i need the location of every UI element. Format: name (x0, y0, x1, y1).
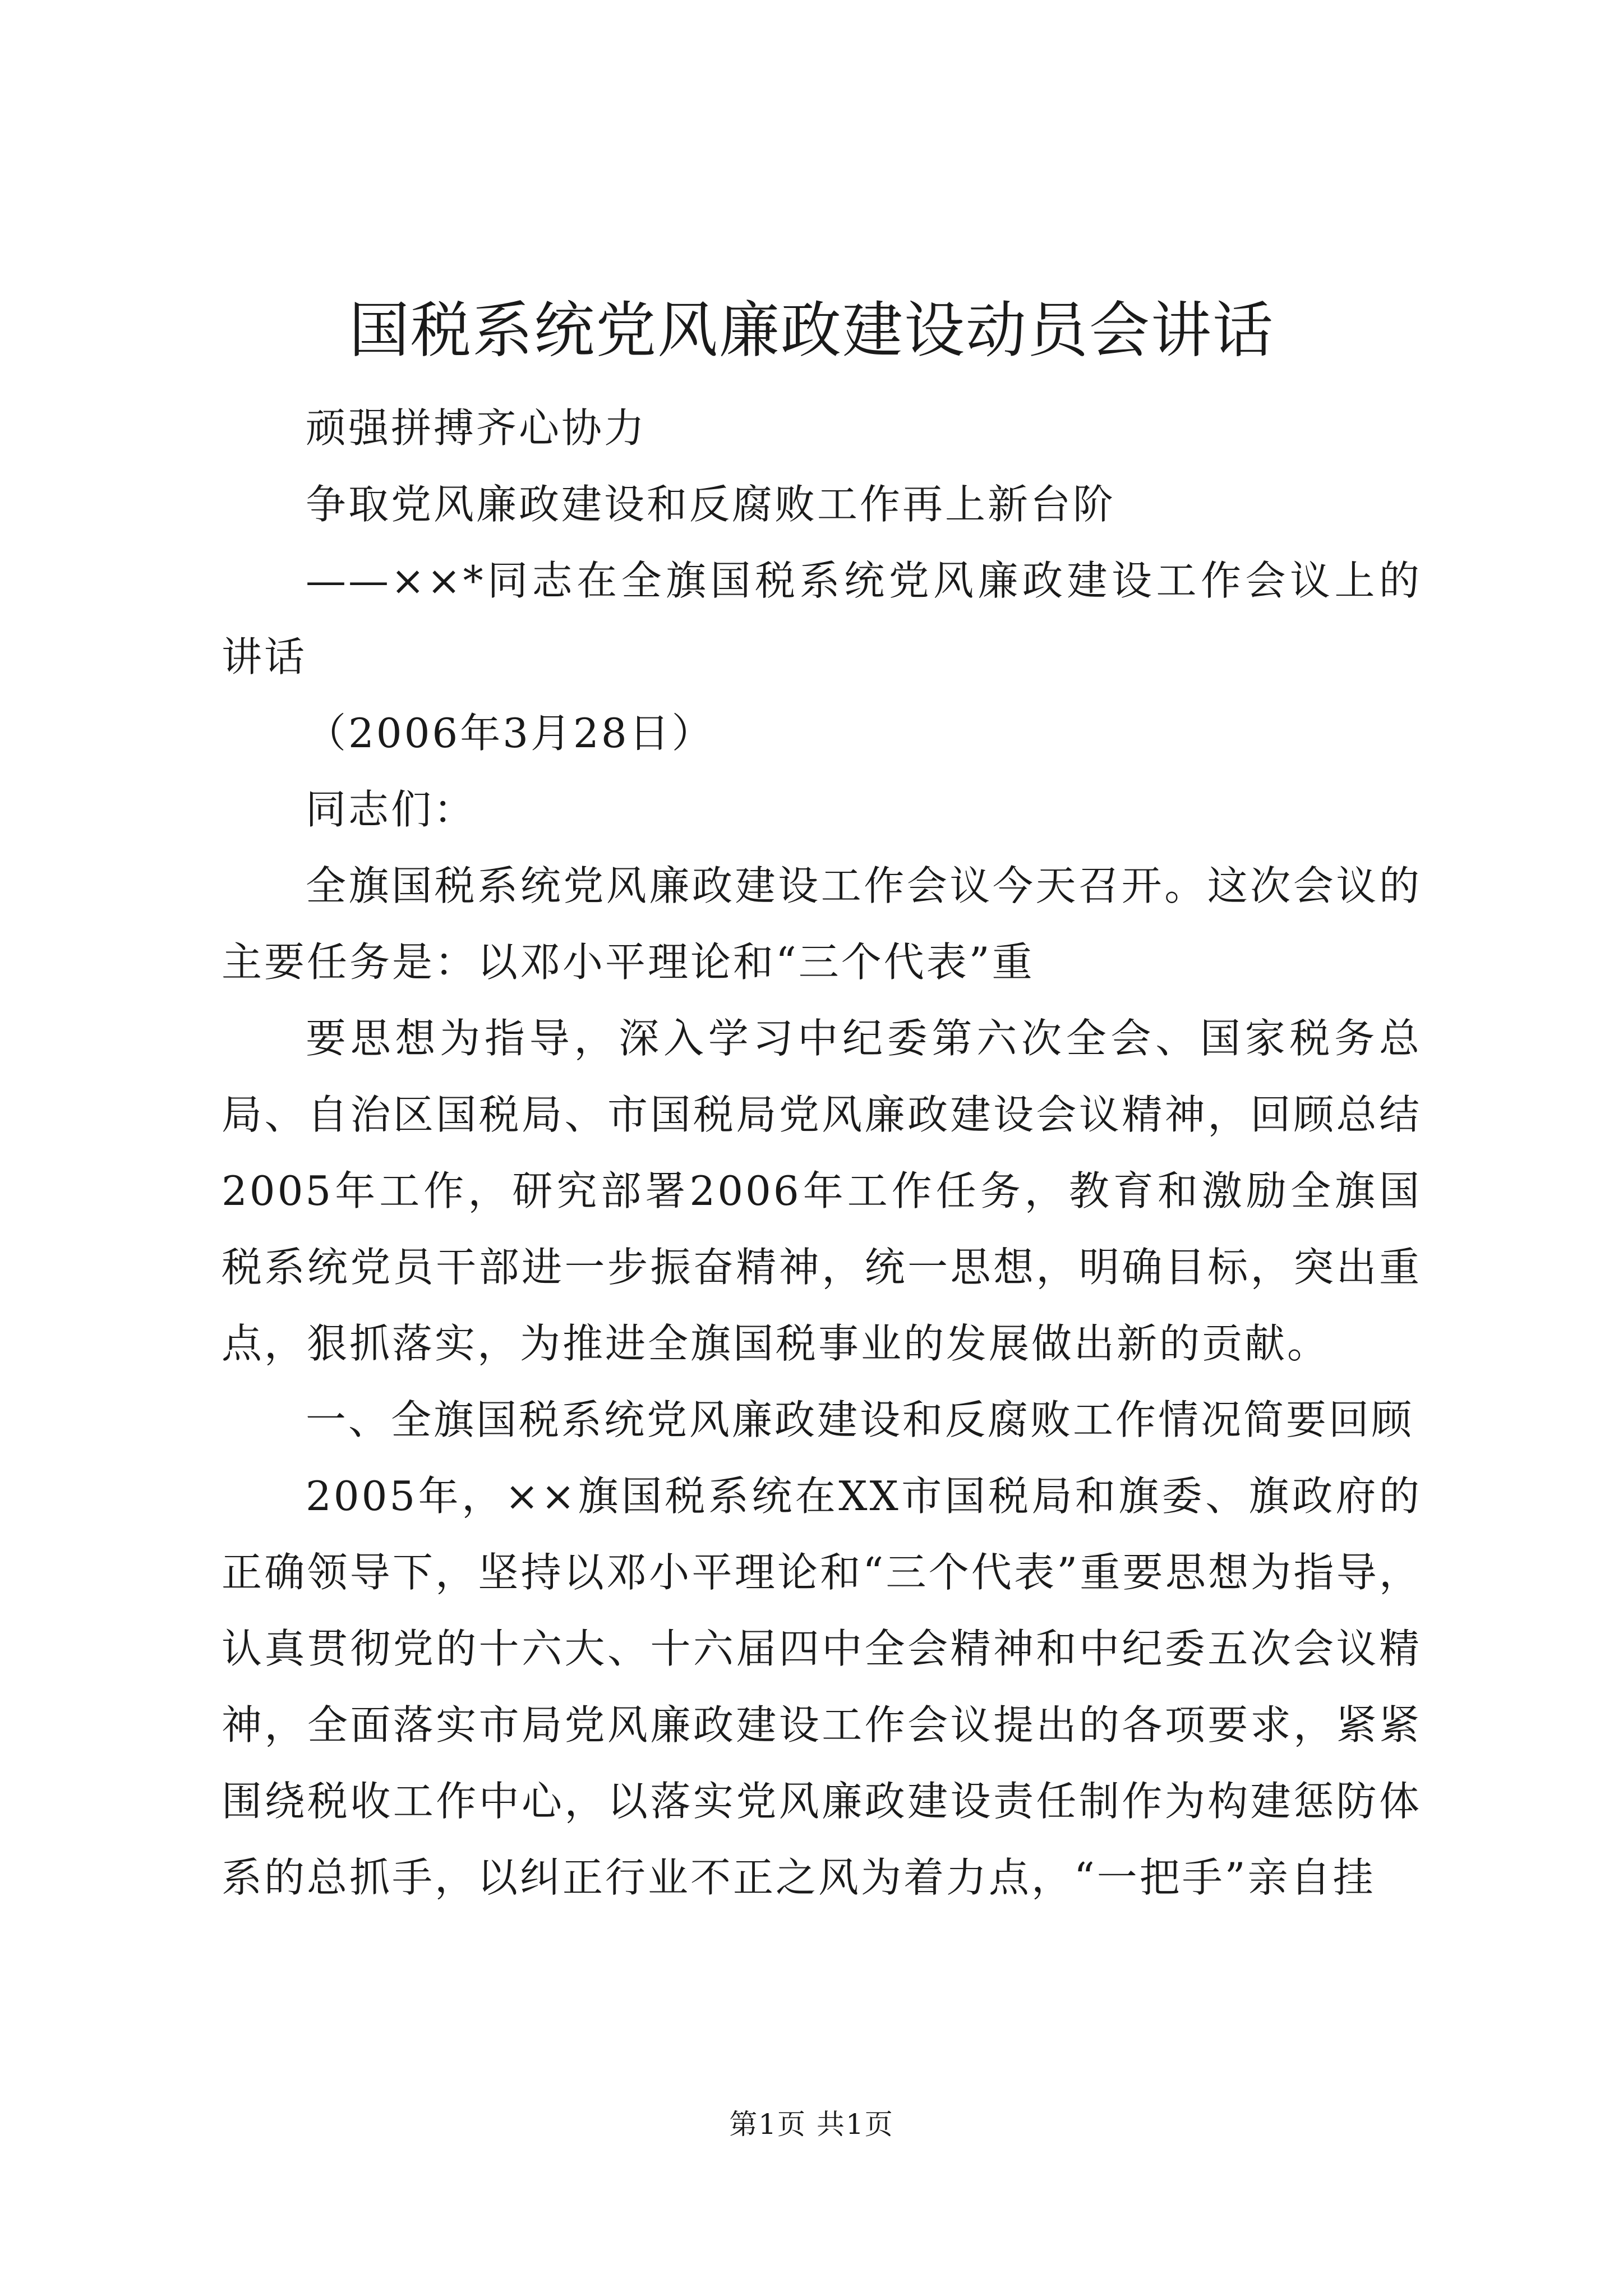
salutation: 同志们： (306, 786, 477, 833)
body-paragraph: 2005年，××旗国税系统在XX市国税局和旗委、旗政府的正确领导下，坚持以邓小平理论和“三个代表”重要思想为指导，认真贯彻党的十六大、十六届四中全会精神和中纪委五次会议精神，全面落实市局党风廉政建设工作会议提出的各项要求，紧紧围绕税收工作中心，以落实党风廉政建设责任制作为构建惩防体系的总抓手，以纠正行业不正之风为着力点，“一把手”亲自挂 (222, 1473, 1422, 1901)
page-footer: 第1页 共1页 (729, 2108, 894, 2141)
document-body (222, 390, 1422, 1916)
section-heading: 一、全旗国税系统党风廉政建设和反腐败工作情况简要回顾 (306, 1396, 1414, 1443)
subtitle-line-2: 争取党风廉政建设和反腐败工作再上新台阶 (306, 481, 1116, 528)
document-title: 国税系统党风廉政建设动员会讲话 (348, 296, 1274, 366)
body-paragraph: 要思想为指导，深入学习中纪委第六次全会、国家税务总局、自治区国税局、市国税局党风廉政建设会议精神，回顾总结2005年工作，研究部署2006年工作任务，教育和激励全旗国税系统党员干部进一步振奋精神，统一思想，明确目标，突出重点，狠抓落实，为推进全旗国税事业的发展做出新的贡献。 (222, 1015, 1422, 1367)
speaker-line: ——××*同志在全旗国税系统党风廉政建设工作会议上的讲话 (222, 557, 1422, 680)
subtitle-line-1: 顽强拼搏齐心协力 (306, 404, 647, 452)
date-line: （2006年3月28日） (306, 710, 714, 757)
body-paragraph: 全旗国税系统党风廉政建设工作会议今天召开。这次会议的主要任务是：以邓小平理论和“三个代表”重 (222, 862, 1422, 986)
